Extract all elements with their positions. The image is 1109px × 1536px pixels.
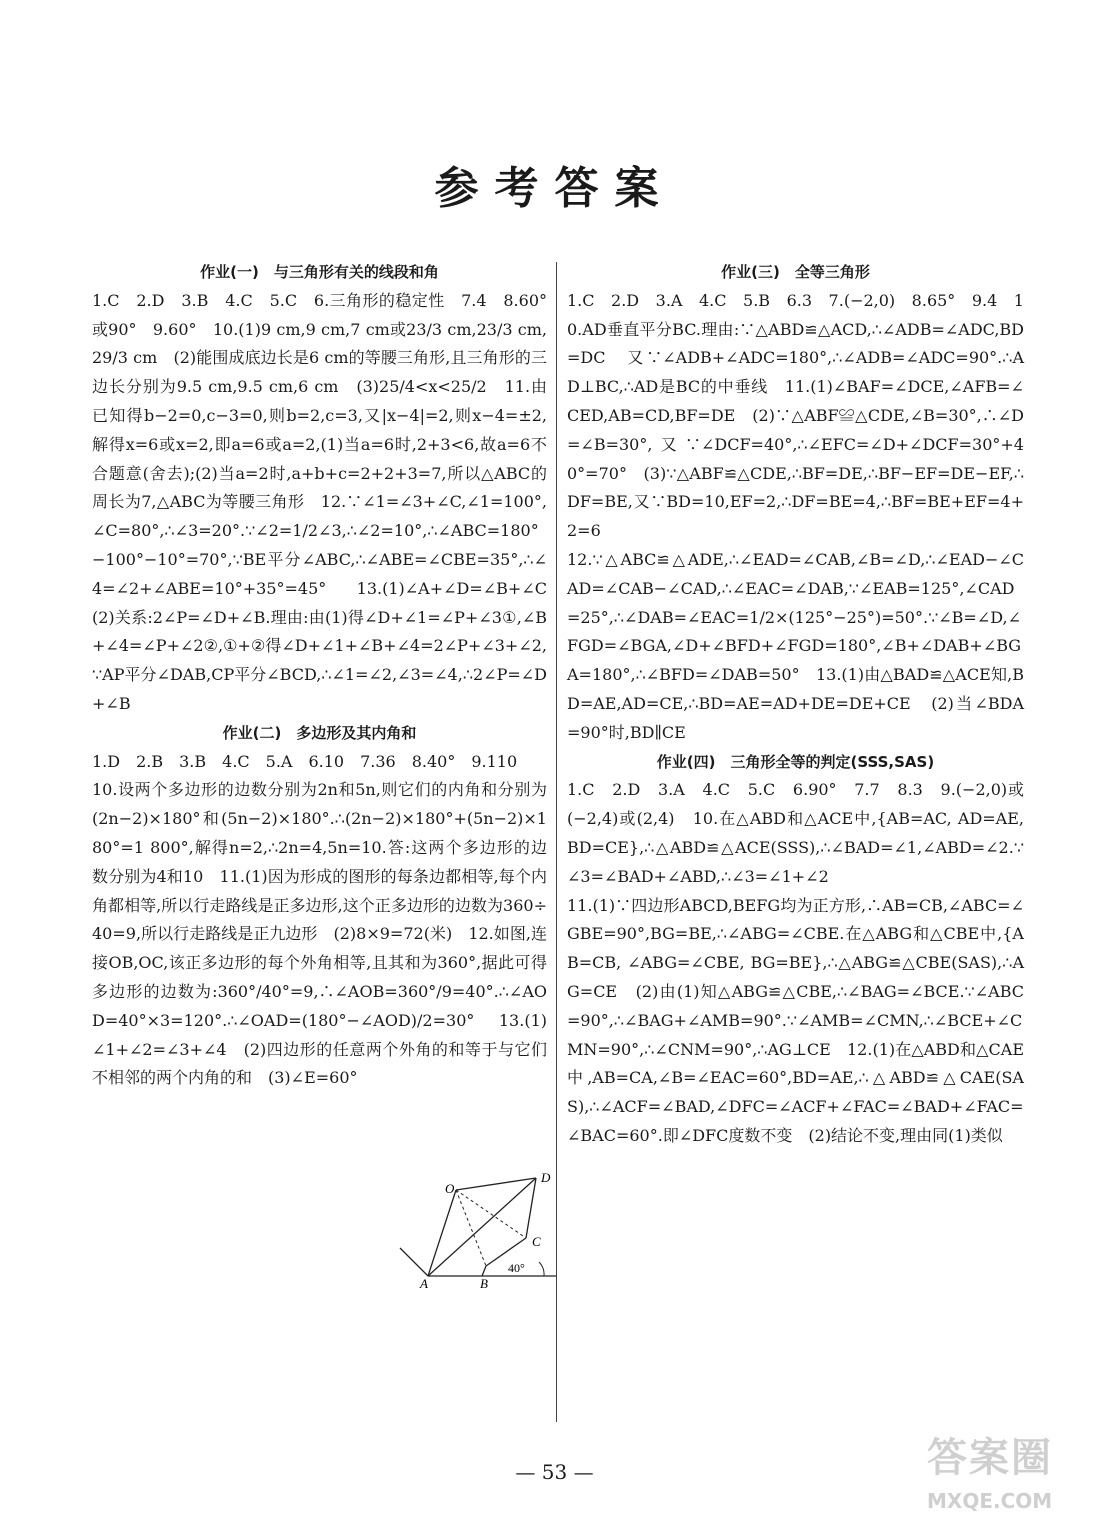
answer-block-4b: 11.(1)∵四边形ABCD,BEFG均为正方形,∴AB=CB,∠ABC=∠GBE=90°,BG=BE,∴∠ABG=∠CBE.在△ABG和△CBE中,{AB=CB, ∠ABG=∠CBE, BG=BE},∴△ABG≌△CBE(SAS),∴AG=CE (2)由(1)知△ABG≌△CBE,∴∠BAG=∠BCE.∵∠ABC=90°,∴∠BAG+∠AMB=90°.∵∠AMB=∠CMN,∴∠BCE+∠CMN=90°,∴∠CNM=90°,∴AG⊥CE 12.(1)在△ABD和△CAE中,AB=CA,∠B=∠EAC=60°,BD=AE,∴△ABD≌△CAE(SAS),∴∠ACF=∠BAD,∠DFC=∠ACF+∠FAC=∠BAD+∠FAC=∠BAC=60°.即∠DFC度数不变 (2)结论不变,理由同(1)类似 xyxy=(567,895,1024,1145)
label-angle: 40° xyxy=(508,1261,525,1275)
angle-arc xyxy=(539,1262,544,1276)
edge-B xyxy=(482,1266,486,1276)
label-A: A xyxy=(420,1276,428,1288)
label-D: D xyxy=(541,1170,551,1185)
section-title-1: 作业(一) 与三角形有关的线段和角 xyxy=(200,263,439,281)
section-title-3: 作业(三) 全等三角形 xyxy=(721,263,870,281)
label-B: B xyxy=(480,1276,488,1288)
label-C: C xyxy=(532,1234,541,1249)
page-number: — 53 — xyxy=(515,1460,594,1484)
section-title-2: 作业(二) 多边形及其内角和 xyxy=(222,723,417,742)
answer-block-4a: 1.C 2.D 3.A 4.C 5.C 6.90° 7.7 8.3 9.(−2,0)或(−2,4)或(2,4) 10.在△ABD和△ACE中,{AB=AC, AD=AE, BD=CE},∴△ABD≌△ACE(SSS),∴∠BAD=∠1,∠ABD=∠2.∵∠3=∠BAD+∠ABD,∴∠3=∠1+∠2 xyxy=(567,780,1024,886)
page-title: 参考答案 xyxy=(434,163,675,214)
watermark-logo: 答案圈 xyxy=(927,1435,1053,1481)
edge-DC xyxy=(526,1178,536,1238)
watermark-url: MXQE.COM xyxy=(927,1489,1053,1513)
watermark xyxy=(927,1426,1097,1526)
right-column xyxy=(567,258,1024,1151)
label-O: O xyxy=(445,1181,455,1196)
answer-block-3b: 12.∵△ABC≌△ADE,∴∠EAD=∠CAB,∠B=∠D,∴∠EAD−∠CAD=∠CAB−∠CAD,∴∠EAC=∠DAB,∵∠EAB=125°,∠CAD=25°,∴∠DAB=∠EAC=1/2×(125°−25°)=50°.∵∠B=∠D,∠FGD=∠BGA,∠D+∠BFD+∠FGD=180°,∠B+∠DAB+∠BGA=180°,∴∠BFD=∠DAB=50° 13.(1)由△BAD≌△ACE知,BD=AE,AD=CE,∴BD=AE=AD+DE=DE+CE (2)当∠BDA=90°时,BD∥CE xyxy=(567,549,1024,742)
answer-block-2b: 10.设两个多边形的边数分别为2n和5n,则它们的内角和分别为(2n−2)×180°和(5n−2)×180°.∴(2n−2)×180°+(5n−2)×180°=1 800°,解得n=2,∴2n=4,5n=10.答:这两个多边形的边数分别为4和10 11.(1)因为形成的图形的每条边都相等,每个内角都相等,所以行走路线是正多边形,这个正多边形的边数为360÷40=9,所以行走路线是正九边形 (2)8×9=72(米) 12.如图,连接OB,OC,该正多边形的每个外角相等,且其和为360°,据此可得多边形的边数为:360°/40°=9,∴∠AOB=360°/9=40°.∴∠AOD=40°×3=120°.∴∠OAD=(180°−∠AOD)/2=30° 13.(1)∠1+∠2=∠3+∠4 (2)四边形的任意两个外角的和等于与它们不相邻的两个内角的和 (3)∠E=60° xyxy=(92,780,547,1088)
answer-block-1: 1.C 2.D 3.B 4.C 5.C 6.三角形的稳定性 7.4 8.60°或90° 9.60° 10.(1)9 cm,9 cm,7 cm或23/3 cm,23/3 cm,29/3 cm (2)能围成底边长是6 cm的等腰三角形,且三角形的三边长分别为9.5 cm,9.5 cm,6 cm (3)25/4<x<25/2 11.由已知得b−2=0,c−3=0,则b=2,c=3,又|x−4|=2,则x−4=±2,解得x=6或x=2,即a=6或a=2,(1)当a=6时,2+3<6,故a=6不合题意(舍去);(2)当a=2时,a+b+c=2+2+3=7,所以△ABC的周长为7,△ABC为等腰三角形 12.∵∠1=∠3+∠C,∠1=100°,∠C=80°,∴∠3=20°.∵∠2=1/2∠3,∴∠2=10°,∴∠ABC=180°−100°−10°=70°,∵BE平分∠ABC,∴∠ABE=∠CBE=35°,∴∠4=∠2+∠ABE=10°+35°=45° 13.(1)∠A+∠D=∠B+∠C (2)关系:2∠P=∠D+∠B.理由:由(1)得∠D+∠1=∠P+∠3①,∠B+∠4=∠P+∠2②,①+②得∠D+∠1+∠B+∠4=2∠P+∠3+∠2,∵AP平分∠DAB,CP平分∠BCD,∴∠1=∠2,∠3=∠4,∴2∠P=∠D+∠B xyxy=(92,290,564,713)
edge-ext-left xyxy=(400,1248,428,1276)
left-column xyxy=(92,258,564,1093)
polygon-figure xyxy=(398,1148,558,1288)
answer-block-3a: 1.C 2.D 3.A 4.C 5.B 6.3 7.(−2,0) 8.65° 9.4 10.AD垂直平分BC.理由:∵△ABD≌△ACD,∴∠ADB=∠ADC,BD=DC 又∵∠ADB+∠ADC=180°,∴∠ADB=∠ADC=90°.∴AD⊥BC,∴AD是BC的中垂线 11.(1)∠BAF=∠DCE,∠AFB=∠CED,AB=CD,BF=DE (2)∵△ABF≌△CDE,∠B=30°,∴∠D=∠B=30°,又∵∠DCF=40°,∴∠EFC=∠D+∠DCF=30°+40°=70° (3)∵△ABF≌△CDE,∴BF=DE,∴BF−EF=DE−EF,∴DF=BE,又∵BD=10,EF=2,∴DF=BE=4,∴BF=BE+EF=4+2=6 xyxy=(567,290,1024,541)
section-title-4: 作业(四) 三角形全等的判定(SSS,SAS) xyxy=(656,752,935,771)
answer-block-2a: 1.D 2.B 3.B 4.C 5.A 6.10 7.36 8.40° 9.110 xyxy=(92,751,518,771)
